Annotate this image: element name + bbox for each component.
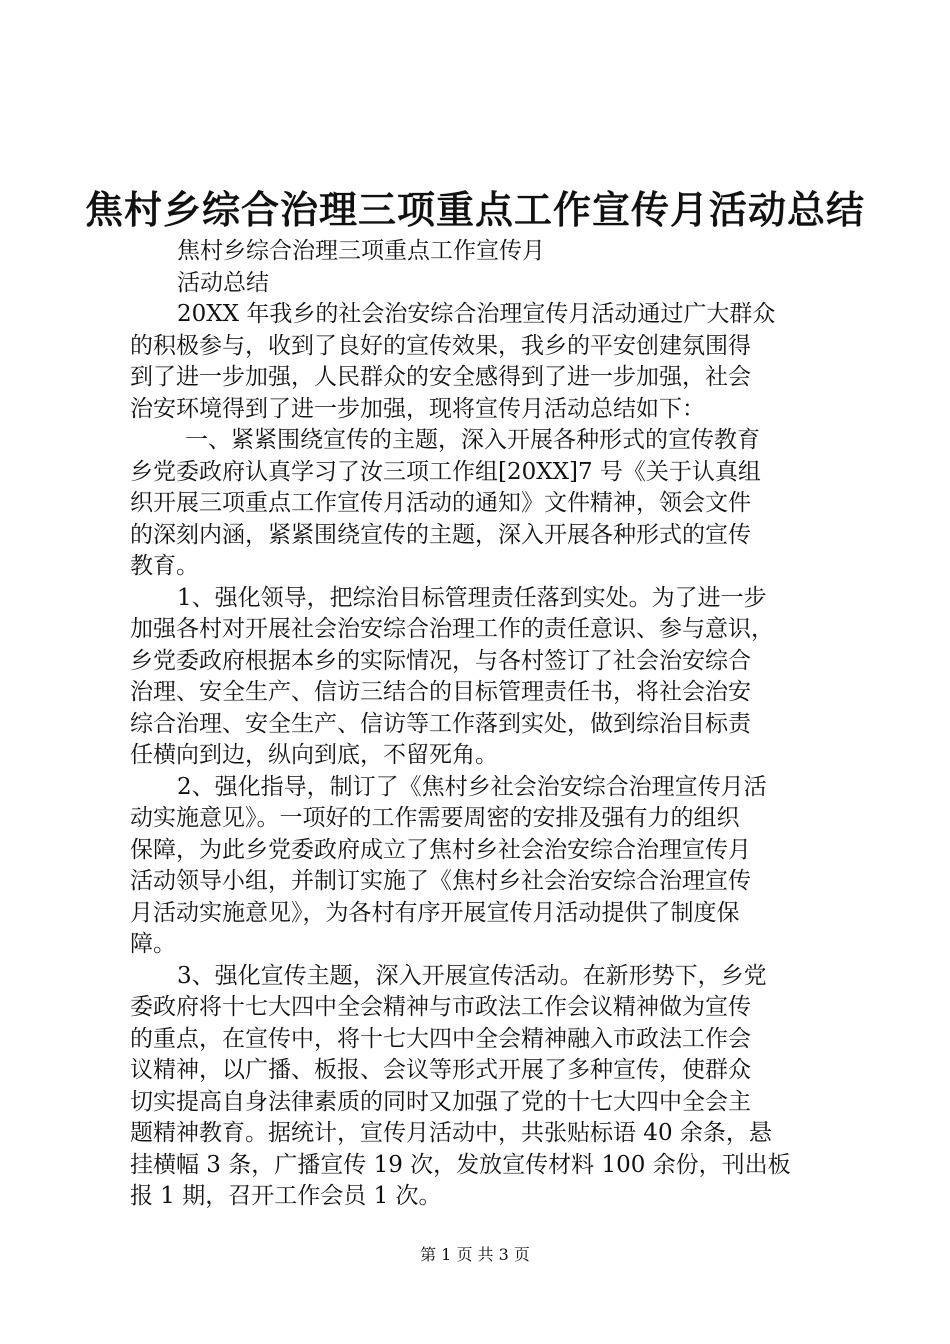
text-line: 2、强化指导，制订了《焦村乡社会治安综合治理宣传月活 [177, 773, 767, 800]
text-line: 加强各村对开展社会治安综合治理工作的责任意识、参与意识， [130, 616, 774, 642]
document-title: 焦村乡综合治理三项重点工作宣传月活动总结 [84, 187, 865, 232]
text-line: 任横向到边，纵向到底，不留死角。 [130, 742, 498, 768]
text-line: 活动总结 [177, 269, 269, 296]
text-line: 保障，为此乡党委政府成立了焦村乡社会治安综合治理宣传月 [130, 836, 751, 863]
text-line: 乡党委政府根据本乡的实际情况，与各村签订了社会治安综合 [130, 647, 751, 674]
text-line: 治理、安全生产、信访三结合的目标管理责任书，将社会治安 [130, 679, 751, 705]
text-line: 挂横幅 3 条，广播宣传 19 次，发放宣传材料 100 余份，刊出板 [130, 1151, 791, 1178]
text-line: 20XX 年我乡的社会治安综合治理宣传月活动通过广大群众 [177, 301, 776, 327]
text-line: 综合治理、安全生产、信访等工作落到实处，做到综治目标责 [130, 710, 751, 737]
text-line: 一、紧紧围绕宣传的主题，深入开展各种形式的宣传教育 [185, 427, 760, 453]
text-line: 治安环境得到了进一步加强，现将宣传月活动总结如下： [130, 395, 705, 422]
document-body [130, 236, 830, 1213]
text-line: 织开展三项重点工作宣传月活动的通知》文件精神，领会文件 [130, 490, 751, 516]
text-line: 乡党委政府认真学习了汝三项工作组[20XX]7 号《关于认真组 [130, 458, 761, 485]
text-line: 的深刻内涵，紧紧围绕宣传的主题，深入开展各种形式的宣传 [130, 521, 751, 548]
text-line: 3、强化宣传主题，深入开展宣传活动。在新形势下，乡党 [177, 962, 767, 989]
text-line: 切实提高自身法律素质的同时又加强了党的十七大四中全会主 [130, 1088, 751, 1115]
page-footer: 第 1 页 共 3 页 [420, 1245, 530, 1264]
text-line: 障。 [130, 931, 176, 957]
text-line: 焦村乡综合治理三项重点工作宣传月 [177, 238, 545, 264]
text-line: 的积极参与，收到了良好的宣传效果，我乡的平安创建氛围得 [130, 332, 751, 359]
text-line: 到了进一步加强，人民群众的安全感得到了进一步加强，社会 [130, 364, 751, 390]
text-line: 议精神，以广播、板报、会议等形式开展了多种宣传，使群众 [130, 1057, 751, 1083]
text-line: 委政府将十七大四中全会精神与市政法工作会议精神做为宣传 [130, 994, 751, 1020]
text-line: 月活动实施意见》，为各村有序开展宣传月活动提供了制度保 [130, 899, 740, 926]
text-line: 1、强化领导，把综治目标管理责任落到实处。为了进一步 [177, 584, 767, 611]
text-line: 活动领导小组，并制订实施了《焦村乡社会治安综合治理宣传 [130, 868, 751, 894]
text-line: 报 1 期，召开工作会员 1 次。 [130, 1183, 442, 1209]
text-line: 动实施意见》。一项好的工作需要周密的安排及强有力的组织 [130, 805, 740, 831]
text-line: 题精神教育。据统计，宣传月活动中，共张贴标语 40 余条，悬 [130, 1120, 772, 1146]
text-line: 教育。 [130, 553, 199, 579]
text-line: 的重点，在宣传中，将十七大四中全会精神融入市政法工作会 [130, 1025, 751, 1052]
